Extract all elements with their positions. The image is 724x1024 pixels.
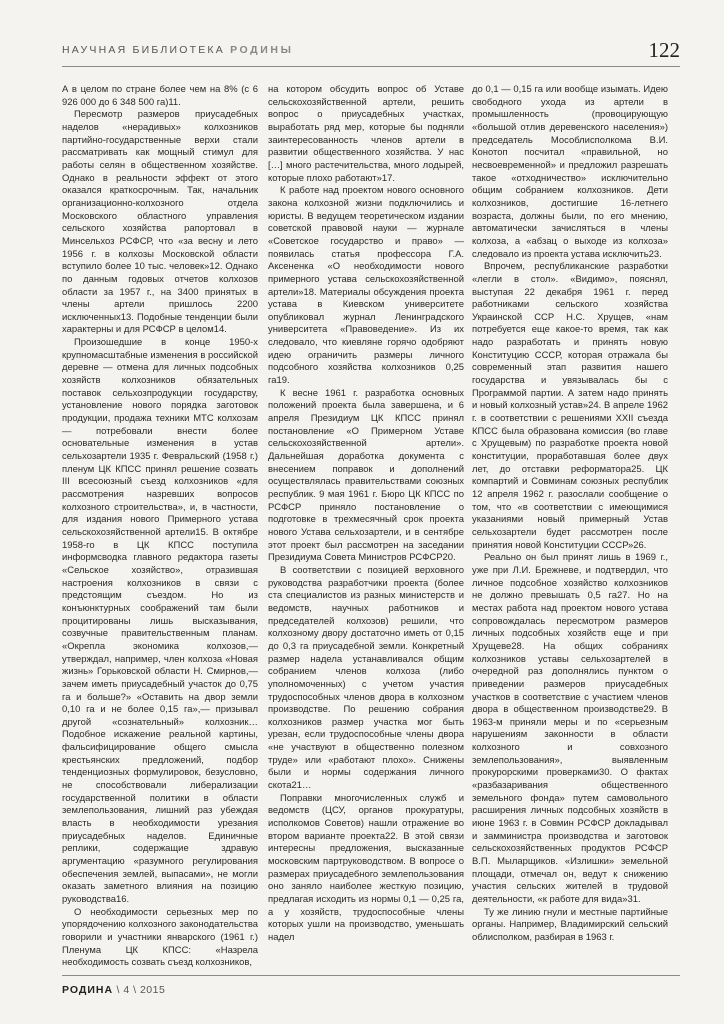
paragraph: Произошедшие в конце 1950-х крупномасштабные изменения в российской деревне — отмена для личных подсобных хозяйств колхозников обязательных поставок сельхозпродукции государству, установление нового порядка заготовок продукции, продажа техники МТС колхозам — потребовали внести более основательные изменения в устав сельхозартели 1935 г. Февральский (1958 г.) пленум ЦК КПСС принял решение созвать III всесоюзный съезд колхозников «для рассмотрения назревших вопросов колхозного строительства», и, в частности, для издания нового Примерного устава сельскохозяйственной артели15. В октябре 1958-го в ЦК КПСС поступила информсводка главного редактора газеты «Сельское хозяйство», отразившая настроения колхозников в связи с предстоящим съездом. Но из конъюнктурных соображений там были процитированы лишь высказывания, созвучные правительственным планам. «Окрепла экономика колхозов,— утверждал, например, член колхоза «Новая жизнь» Горьковской области Н. Смирнов,— зачем иметь приусадебный участок до 0,75 га и больше?» «Оставить на двор земли 0,10 га и не более 0,15 га»,— призывал другой «сознательный» колхозник… Подобное искажение реальной картины, фальсифицирование общего смысла крестьянских предложений, подбор тенденциозных формулировок, безусловно, не способствовали либерализации государственной политики в области землепользования, лишний раз убеждая власть в необходимости урезания приусадебных наделов. Единичные реплики, содержащие здравую аргументацию «разумного регулирования обеспечения землей, выпасами», не могли оказать заметного влияния на позицию руководства16. xyxy=(62,337,258,905)
text-column-3 xyxy=(472,84,668,945)
paragraph: Впрочем, республиканские разработки «легли в стол». «Видимо», пояснял, выступая 22 декабря 1961 г. перед работниками сельского хозяйства Украинской ССР Н.С. Хрущев, «нам потребуется еще какое-то время, так как надо разработать и принять новую Конституцию СССР, которая отражала бы современный этап развития нашего государства и увязывалась бы с Программой партии. А затем надо принять и новый колхозный устав»24. В апреле 1962 г. в соответствии с решениями XXII съезда КПСС была образована комиссия (во главе с Хрущевым) по разработке проекта новой конституции, проработавшая более двух лет, до отставки реформатора25. ЦК компартий и Совминам союзных республик 12 апреля 1962 г. разослали сообщение о том, что «в соответствии с имеющимися указаниями новый примерный Устав сельхозартели будет рассмотрен после принятия новой Конституции СССР»26. xyxy=(472,261,668,551)
paragraph: до 0,1 — 0,15 га или вообще изымать. Идею свободного ухода из артели в промышленность (провоцирующую «большой отлив деревенского населения») председатель Мособлисполкома В.И. Конотоп посчитал «правильной, но несвоевременной» и предложил разрешать такое «отходничество» исключительно общим собранием колхозников. Дети колхозников, достигшие 16-летнего возраста, должны были, по его мнению, автоматически зачисляться в члены колхоза, а «абзац о выходе из колхоза» следовало из проекта устава исключить23. xyxy=(472,84,668,260)
paragraph: В соответствии с позицией верховного руководства разработчики проекта (более ста специалистов из разных министерств и ведомств, научных работников и председателей колхозов) решили, что колхозному двору достаточно иметь от 0,15 до 0,3 га приусадебной земли. Конкретный размер надела устанавливался общим собранием членов колхоза (либо уполномоченных) с учетом участия трудоспособных членов двора в колхозном производстве. По решению собрания колхозников размер участка мог быть урезан, если трудоспособные члены двора «не участвуют в общественно полезном труде» или «работают плохо». Снижены были и нормы содержания личного скота21… xyxy=(268,564,464,792)
paragraph: Реально он был принят лишь в 1969 г., уже при Л.И. Брежневе, и подтвердил, что личное подсобное хозяйство колхозников не должно превышать 0,5 га27. Но на местах работа над проектом нового устава сопровождалась пересмотром размеров личных подсобных хозяйств еще и при Хрущеве28. На общих собраниях колхозников уставы сельхозартелей в очередной раз дополнялись пунктом о приведении размеров приусадебных участков в соответствие с участием членов двора в общественном производстве29. В 1963-м приняли меры и по «серьезным нарушениям законности в области колхозного и совхозного землепользования», выявленным прокурорскими проверками30. О фактах «разбазаривания общественного земельного фонда» путем самовольного расширения личных подсобных хозяйств в июне 1963 г. в Совмин РСФСР докладывал и замминистра производства и заготовок сельскохозяйственных продуктов РСФСР В.П. Мыларщиков. «Излишки» земельной площади, отмечал он, ведут к снижению участия сельских жителей в трудовой деятельности, «к работе для вида»31. xyxy=(472,552,668,905)
paragraph: Ту же линию гнули и местные партийные органы. Например, Владимирский сельский облисполком, разбирая в 1963 г. xyxy=(472,906,668,943)
paragraph: К весне 1961 г. разработка основных положений проекта была завершена, и 6 апреля Президиум ЦК КПСС принял постановление «О Примерном Уставе сельскохозяйственной артели». Дальнейшая доработка документа с внесением поправок и дополнений осуществлялась правительствами союзных республик. 9 мая 1961 г. Бюро ЦК КПСС по РСФСР приняло постановление о подготовке в трехмесячный срок проекта нового Устава сельхозартели, и в сентябре этот проект был рассмотрен на заседании Президиума Совета Министров РСФСР20. xyxy=(268,387,464,564)
series-title: НАУЧНАЯ БИБЛИОТЕКА xyxy=(62,44,225,56)
page-footer xyxy=(62,984,165,996)
page-header xyxy=(62,40,680,64)
text-column-2 xyxy=(268,84,464,945)
footer-issue: \ 4 \ 2015 xyxy=(116,984,166,996)
running-title xyxy=(62,44,293,56)
footer-magazine-name: РОДИНА xyxy=(62,984,114,996)
header-rule xyxy=(62,66,680,67)
paragraph: Поправки многочисленных служб и ведомств (ЦСУ, органов прокуратуры, исполкомов Советов) нашли отражение во втором варианте проекта22. В этой связи интересны предложения, высказанные московским партруководством. В вопросе о размерах приусадебного землепользования оно заняло наиболее жесткую позицию, предлагая исходить из нормы 0,1 — 0,25 га, а у хозяйств, трудоспособные члены которых ушли на производство, уменьшать надел xyxy=(268,792,464,943)
paragraph: Пересмотр размеров приусадебных наделов «нерадивых» колхозников партийно-государственные верхи стали рассматривать как мощный стимул для работы селян в общественном хозяйстве. Однако в реальности эффект от этого оказался краткосрочным. Так, начальник организационно-колхозного отдела Московского областного управления сельского хозяйства рапортовал в Минсельхоз РСФСР, что «за весну и лето 1956 г. в колхозы Московской области вступило более 10 тыс. человек»12. Однако по данным годовых отчетов колхозов области за 1957 г., на 3400 принятых в члены артели пришлось 2200 исключенных13. Подобные тенденции были характерны и для РСФСР в целом14. xyxy=(62,109,258,336)
paragraph: на котором обсудить вопрос об Уставе сельскохозяйственной артели, решить вопрос о приусадебных участках, выработать ряд мер, которые бы подняли заинтересованность членов артели в развитии общественного хозяйства. У нас […] много растечительства, много лодырей, которые плохо работают»17. xyxy=(268,84,464,184)
paragraph: А в целом по стране более чем на 8% (с 6 926 000 до 6 348 500 га)11. xyxy=(62,84,258,108)
text-column-1 xyxy=(62,84,258,970)
paragraph: К работе над проектом нового основного закона колхозной жизни подключились и юристы. В ведущем теоретическом издании советской правовой науки — журнале «Советское государство и право» — появилась статья профессора Г.А. Аксененка «О необходимости нового примерного устава сельскохозяйственной артели»18. Материалы обсуждения проекта устава в Киевском университете опубликовал журнал Ленинградского университета «Правоведение». Из их следовало, что киевляне горячо одобряют идею ограничить размеры личного подсобного хозяйства колхозников 0,25 га19. xyxy=(268,185,464,387)
page-number: 122 xyxy=(648,38,680,62)
footer-rule xyxy=(62,975,680,976)
paragraph: О необходимости серьезных мер по упорядочению колхозного законодательства говорили и участники январского (1961 г.) Пленума ЦК КПСС: «Назрела необходимость созвать съезд колхозников, xyxy=(62,906,258,969)
magazine-name: РОДИНЫ xyxy=(230,44,294,56)
